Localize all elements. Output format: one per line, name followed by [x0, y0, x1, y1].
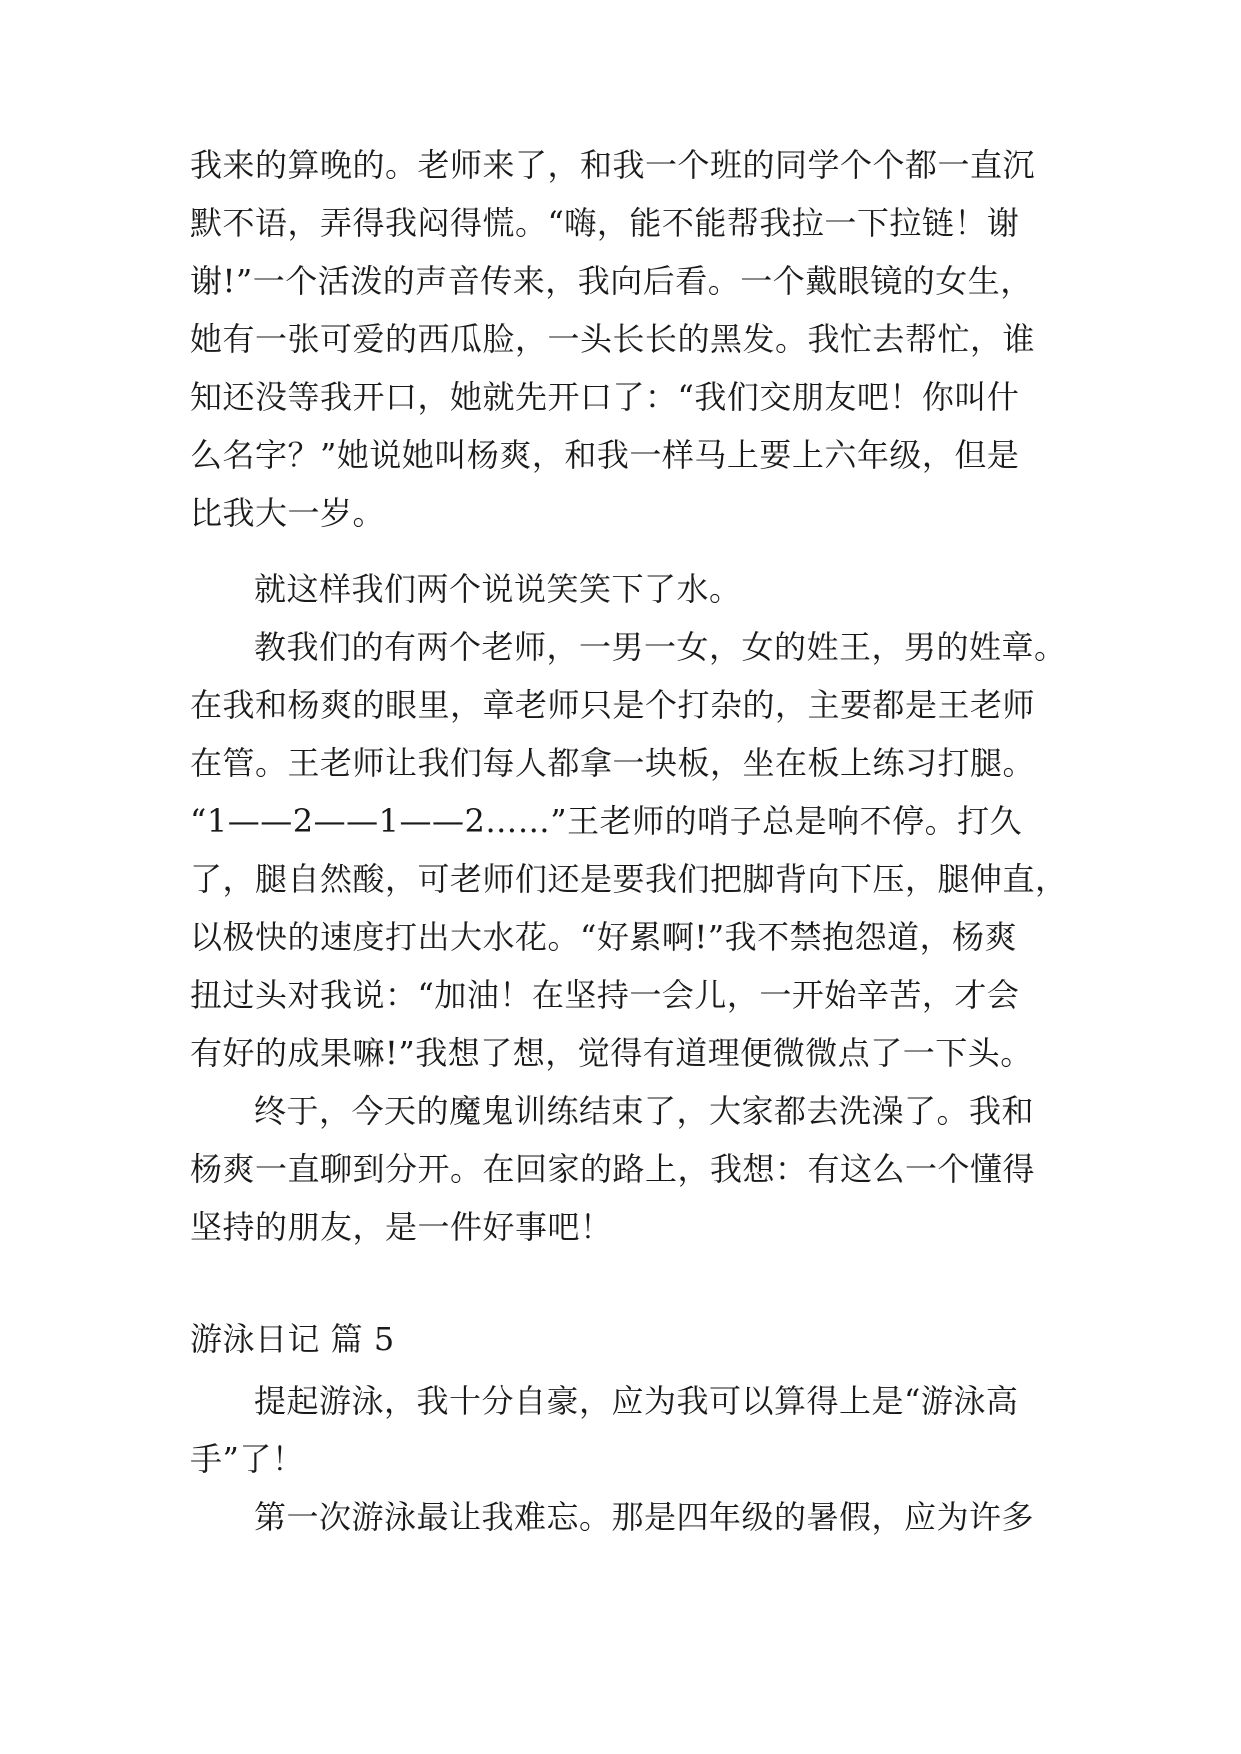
text-line: 在我和杨爽的眼里，章老师只是个打杂的，主要都是王老师	[190, 686, 1036, 724]
text-line: 谢!”一个活泼的声音传来，我向后看。一个戴眼镜的女生，	[190, 262, 1033, 300]
text-line: 了，腿自然酸，可老师们还是要我们把脚背向下压，腿伸直，	[190, 860, 1068, 898]
text-line: 扭过头对我说：“加油！在坚持一会儿，一开始辛苦，才会	[190, 976, 1020, 1014]
text-line: 么名字？”她说她叫杨爽，和我一样马上要上六年级，但是	[190, 436, 1020, 474]
section-title: 游泳日记 篇 5	[190, 1320, 395, 1358]
text-line: 有好的成果嘛!”我想了想，觉得有道理便微微点了一下头。	[190, 1034, 1033, 1072]
text-line: 终于，今天的魔鬼训练结束了，大家都去洗澡了。我和	[254, 1092, 1035, 1130]
text-line: 提起游泳，我十分自豪，应为我可以算得上是“游泳高	[254, 1382, 1019, 1420]
paragraph	[190, 136, 1070, 542]
text-line: 杨爽一直聊到分开。在回家的路上，我想：有这么一个懂得	[190, 1150, 1036, 1188]
text-line: 比我大一岁。	[190, 494, 386, 532]
paragraph	[190, 1488, 1070, 1546]
text-line: 第一次游泳最让我难忘。那是四年级的暑假，应为许多	[254, 1498, 1035, 1536]
text-line: 以极快的速度打出大水花。“好累啊!”我不禁抱怨道，杨爽	[190, 918, 1018, 956]
text-line: 她有一张可爱的西瓜脸，一头长长的黑发。我忙去帮忙，谁	[190, 320, 1036, 358]
text-line: 手”了！	[190, 1440, 305, 1478]
text-line: 在管。王老师让我们每人都拿一块板，坐在板上练习打腿。	[190, 744, 1036, 782]
paragraph	[190, 1372, 1070, 1488]
text-line: 坚持的朋友，是一件好事吧！	[190, 1208, 613, 1246]
paragraph	[190, 618, 1070, 1082]
text-line: 默不语，弄得我闷得慌。“嗨，能不能帮我拉一下拉链！谢	[190, 204, 1020, 242]
text-line: 教我们的有两个老师，一男一女，女的姓王，男的姓章。	[254, 628, 1067, 666]
text-line: 我来的算晚的。老师来了，和我一个班的同学个个都一直沉	[190, 146, 1036, 184]
paragraph	[190, 1082, 1070, 1256]
text-line: “1——2——1——2……”王老师的哨子总是响不停。打久	[190, 802, 1023, 840]
section-heading	[190, 1310, 1070, 1368]
paragraph	[190, 560, 1070, 618]
text-line: 知还没等我开口，她就先开口了：“我们交朋友吧！你叫什	[190, 378, 1020, 416]
text-line: 就这样我们两个说说笑笑下了水。	[254, 570, 742, 608]
